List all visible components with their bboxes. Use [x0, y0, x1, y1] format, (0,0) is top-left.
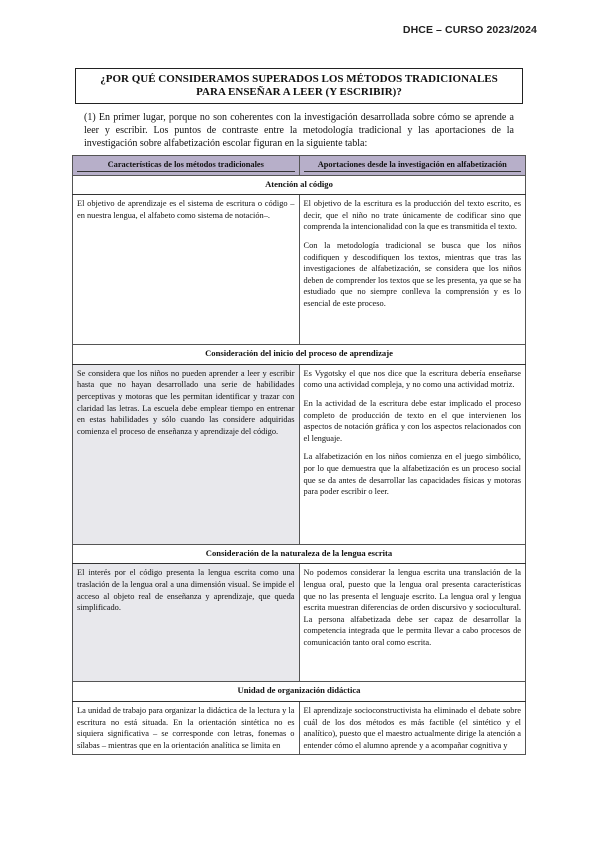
column-header-right: Aportaciones desde la investigación en alfabetización [299, 156, 526, 176]
research-cell: El objetivo de la escritura es la producción del texto escrito, es decir, que el niño no trate únicamente de codificar sino que comprenda la intencionalidad con la que es transmitida el texto. Con la metodología tradicional se busca que los niños codifiquen y descodifiquen los textos, mientras que tras las investigaciones de alfabetización, se considera que los niños deben de comprender los textos que se les presenta, ya que se ha estudiado que no siempre conlleva la comprensión y es lo esencial de este proceso. [299, 195, 526, 345]
title-line-1: ¿POR QUÉ CONSIDERAMOS SUPERADOS LOS MÉTODOS TRADICIONALES [100, 73, 498, 85]
column-header-left: Características de los métodos tradicionales [73, 156, 300, 176]
course-header: DHCE – CURSO 2023/2024 [402, 24, 537, 36]
section-title: Atención al código [73, 175, 526, 195]
research-cell: El aprendizaje socioconstructivista ha eliminado el debate sobre cuál de los dos métodos es más factible (el sintético y el analítico), puesto que el maestro actualmente dirige la atención a entender cómo el alumno aprende y a acompañar cognitiva y [299, 701, 526, 754]
research-cell: No podemos considerar la lengua escrita una translación de la lengua oral, puesto que la lengua oral presenta características que no las presenta el lenguaje escrito. La lengua oral y lengua escrita muestran diferencias de orden discursivo y sociocultural. La persona alfabetizada debe ser capaz de desarrollar la competencia integrada que le permita llevar a cabo procesos de comunicación tanto oral como escrita. [299, 564, 526, 682]
traditional-cell: La unidad de trabajo para organizar la didáctica de la lectura y la escritura no está situada. En la orientación sintética no es siquiera significativa – se corresponde con letras, fonemas o sílabas – mientras que en la orientación analítica se limita en [73, 701, 300, 754]
section-title: Consideración del inicio del proceso de aprendizaje [73, 345, 526, 365]
traditional-cell: El interés por el código presenta la lengua escrita como una traslación de la lengua oral a una dimensión visual. Se impide el acceso al objeto real de enseñanza y aprendizaje, que queda simplificado. [73, 564, 300, 682]
title-line-2: PARA ENSEÑAR A LEER (Y ESCRIBIR)? [196, 86, 402, 98]
traditional-cell: Se considera que los niños no pueden aprender a leer y escribir hasta que no hayan desarrollado una serie de habilidades perceptivas y motoras que les permitan identificar y trazar con claridad las letras. La escuela debe emplear tiempo en entrenar en estas habilidades y sólo cuando las considere adquiridas comienza el proceso de enseñanza y aprendizaje del código. [73, 364, 300, 544]
section-title: Unidad de organización didáctica [73, 682, 526, 702]
traditional-cell: El objetivo de aprendizaje es el sistema de escritura o código –en nuestra lengua, el alfabeto como sistema de notación–. [73, 195, 300, 345]
intro-paragraph: (1) En primer lugar, porque no son coherentes con la investigación desarrollada sobre cómo se aprende a leer y escribir. Los puntos de contraste entre la metodología tradicional y las aportaciones de la investigación sobre alfabetización escolar figuran en la siguiente tabla: [84, 112, 514, 149]
page-title [75, 68, 523, 104]
section-title: Consideración de la naturaleza de la lengua escrita [73, 544, 526, 564]
research-cell: Es Vygotsky el que nos dice que la escritura debería enseñarse como una actividad compleja, y no como una actividad motriz. En la actividad de la escritura debe estar implicado el proceso completo de producción de texto en el que intervienen los aspectos de notación gráfica y con los aspectos relacionados con el lenguaje. La alfabetización en los niños comienza en el juego simbólico, por lo que demuestra que la alfabetización es un proceso social que se da antes de desarrollar las capacidades físicas y motoras para poder escribir o leer. [299, 364, 526, 544]
comparison-table [72, 155, 526, 755]
